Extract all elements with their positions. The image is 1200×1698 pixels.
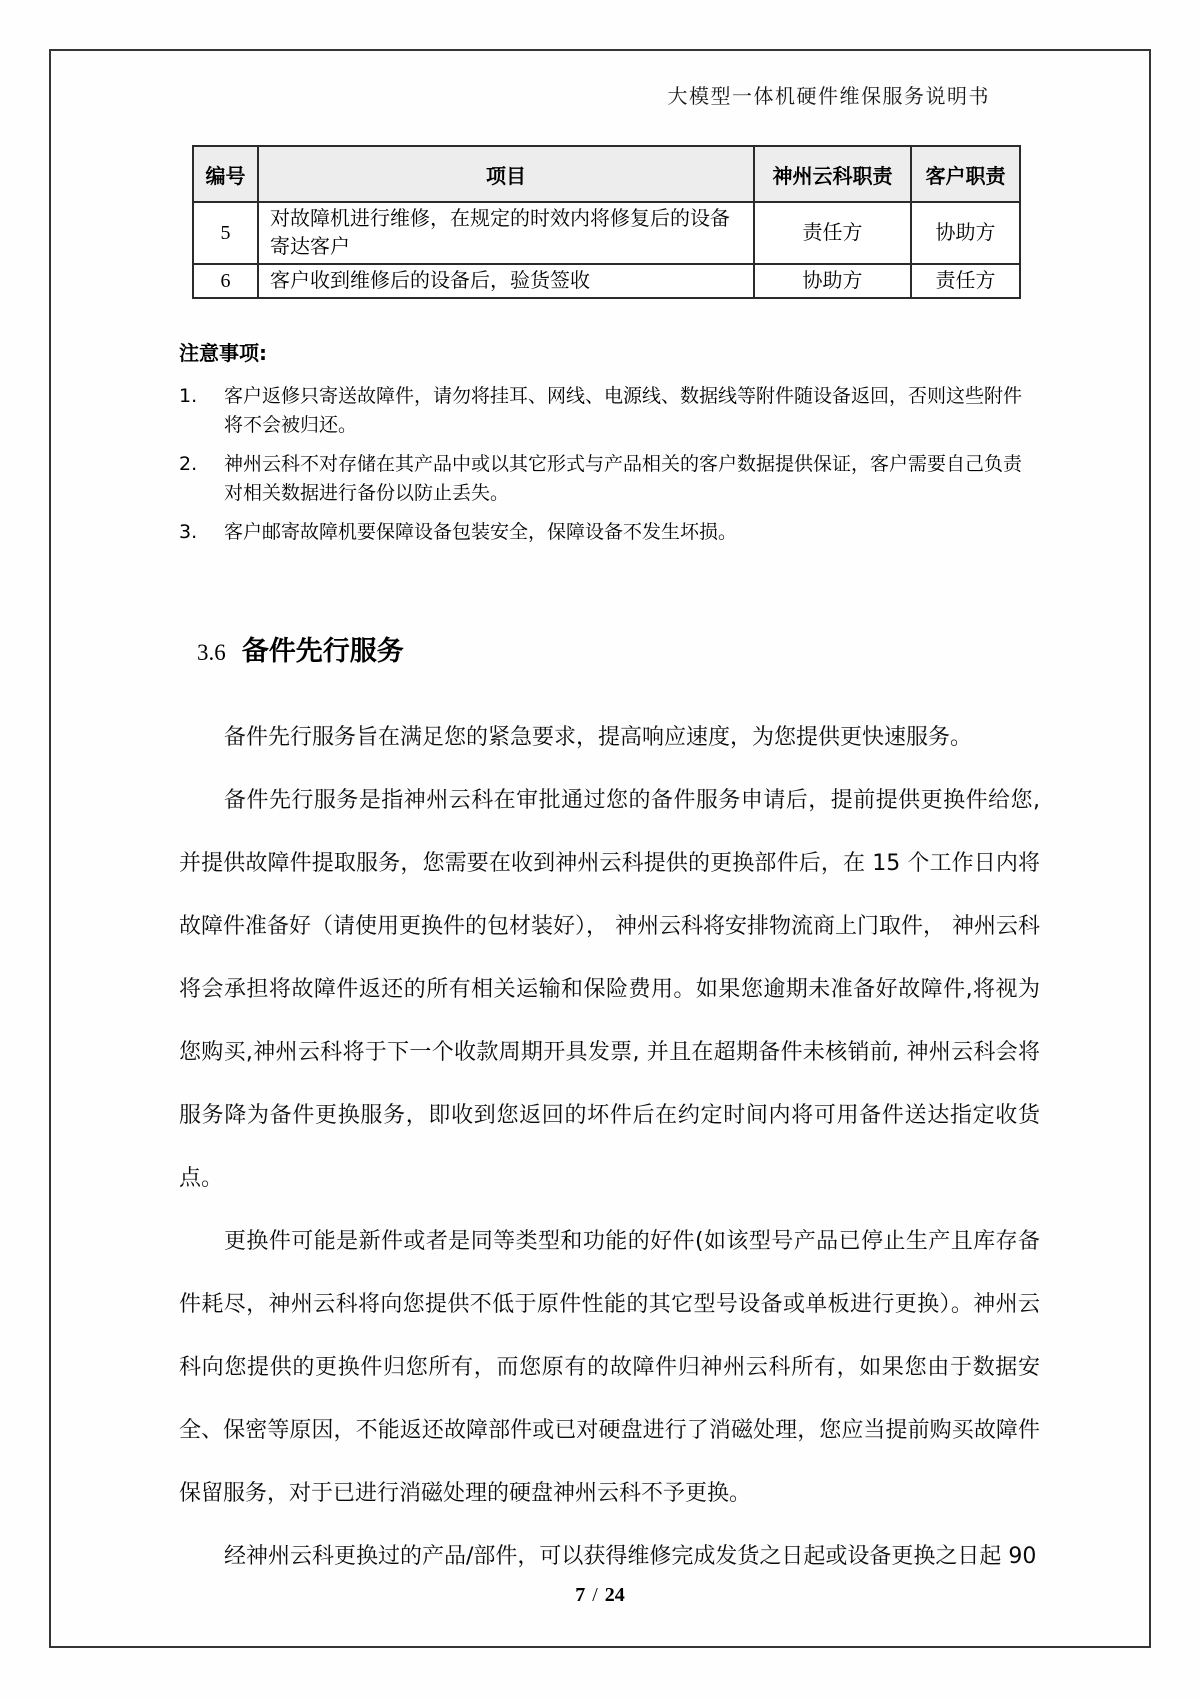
page-number-separator: /	[592, 1584, 598, 1606]
column-header-item: 项目	[258, 146, 754, 202]
row-item-cell: 客户收到维修后的设备后，验货签收	[258, 264, 754, 298]
note-item-number: 1.	[179, 385, 198, 407]
table-row	[193, 264, 1020, 298]
row-number-cell: 6	[193, 264, 258, 298]
note-item-text: 神州云科不对存储在其产品中或以其它形式与产品相关的客户数据提供保证，客户需要自己负责对相关数据进行备份以防止丢失。	[224, 453, 1023, 504]
column-header-customer-role: 客户职责	[911, 146, 1020, 202]
document-header-title: 大模型一体机硬件维保服务说明书	[667, 86, 990, 108]
row-vendor-role-cell: 责任方	[754, 202, 911, 264]
paragraph: 备件先行服务是指神州云科在审批通过您的备件服务申请后，提前提供更换件给您, 并提供故障件提取服务，您需要在收到神州云科提供的更换部件后，在 15 个工作日内将故障件准备好（请使用更换件的包材装好）， 神州云科将安排物流商上门取件， 神州云科将会承担将故障件返还的所有相关运输和保险费用。如果您逾期未准备好故障件,将视为您购买,神州云科将于下一个收款周期开具发票, 并且在超期备件未核销前, 神州云科会将服务降为备件更换服务，即收到您返回的坏件后在约定时间内将可用备件送达指定收货点。	[179, 788, 1040, 1191]
note-list-item	[179, 382, 1040, 440]
row-item-cell: 对故障机进行维修，在规定的时效内将修复后的设备寄达客户	[258, 202, 754, 264]
row-customer-role-cell: 责任方	[911, 264, 1020, 298]
note-item-number: 3.	[179, 521, 198, 543]
note-list-item	[179, 518, 1040, 547]
note-list-item	[179, 450, 1040, 508]
notes-section	[179, 337, 1040, 557]
row-vendor-role-cell: 协助方	[754, 264, 911, 298]
page-number-current: 7	[575, 1584, 586, 1606]
document-header	[180, 80, 990, 109]
section-title: 备件先行服务	[241, 636, 404, 667]
page-footer	[49, 1584, 1151, 1607]
body-paragraphs	[179, 706, 1040, 1588]
note-item-text: 客户邮寄故障机要保障设备包装安全，保障设备不发生坏损。	[224, 521, 738, 543]
paragraph: 更换件可能是新件或者是同等类型和功能的好件(如该型号产品已停止生产且库存备件耗尽，神州云科将向您提供不低于原件性能的其它型号设备或单板进行更换）。神州云科向您提供的更换件归您所有，而您原有的故障件归神州云科所有，如果您由于数据安全、保密等原因，不能返还故障部件或已对硬盘进行了消磁处理，您应当提前购买故障件保留服务，对于已进行消磁处理的硬盘神州云科不予更换。	[179, 1229, 1040, 1506]
responsibility-table	[192, 145, 1021, 299]
notes-title: 注意事项:	[179, 341, 267, 365]
row-customer-role-cell: 协助方	[911, 202, 1020, 264]
column-header-number: 编号	[193, 146, 258, 202]
note-item-number: 2.	[179, 453, 198, 475]
table-row	[193, 202, 1020, 264]
paragraph: 经神州云科更换过的产品/部件，可以获得维修完成发货之日起或设备更换之日起 90	[224, 1544, 1037, 1569]
section-number: 3.6	[197, 640, 226, 665]
row-number-cell: 5	[193, 202, 258, 264]
column-header-vendor-role: 神州云科职责	[754, 146, 911, 202]
paragraph: 备件先行服务旨在满足您的紧急要求，提高响应速度，为您提供更快速服务。	[224, 725, 973, 750]
section-heading	[197, 629, 404, 668]
table-header-row	[193, 146, 1020, 202]
page-number-total: 24	[604, 1584, 625, 1606]
note-item-text: 客户返修只寄送故障件，请勿将挂耳、网线、电源线、数据线等附件随设备返回，否则这些附件将不会被归还。	[224, 385, 1023, 436]
